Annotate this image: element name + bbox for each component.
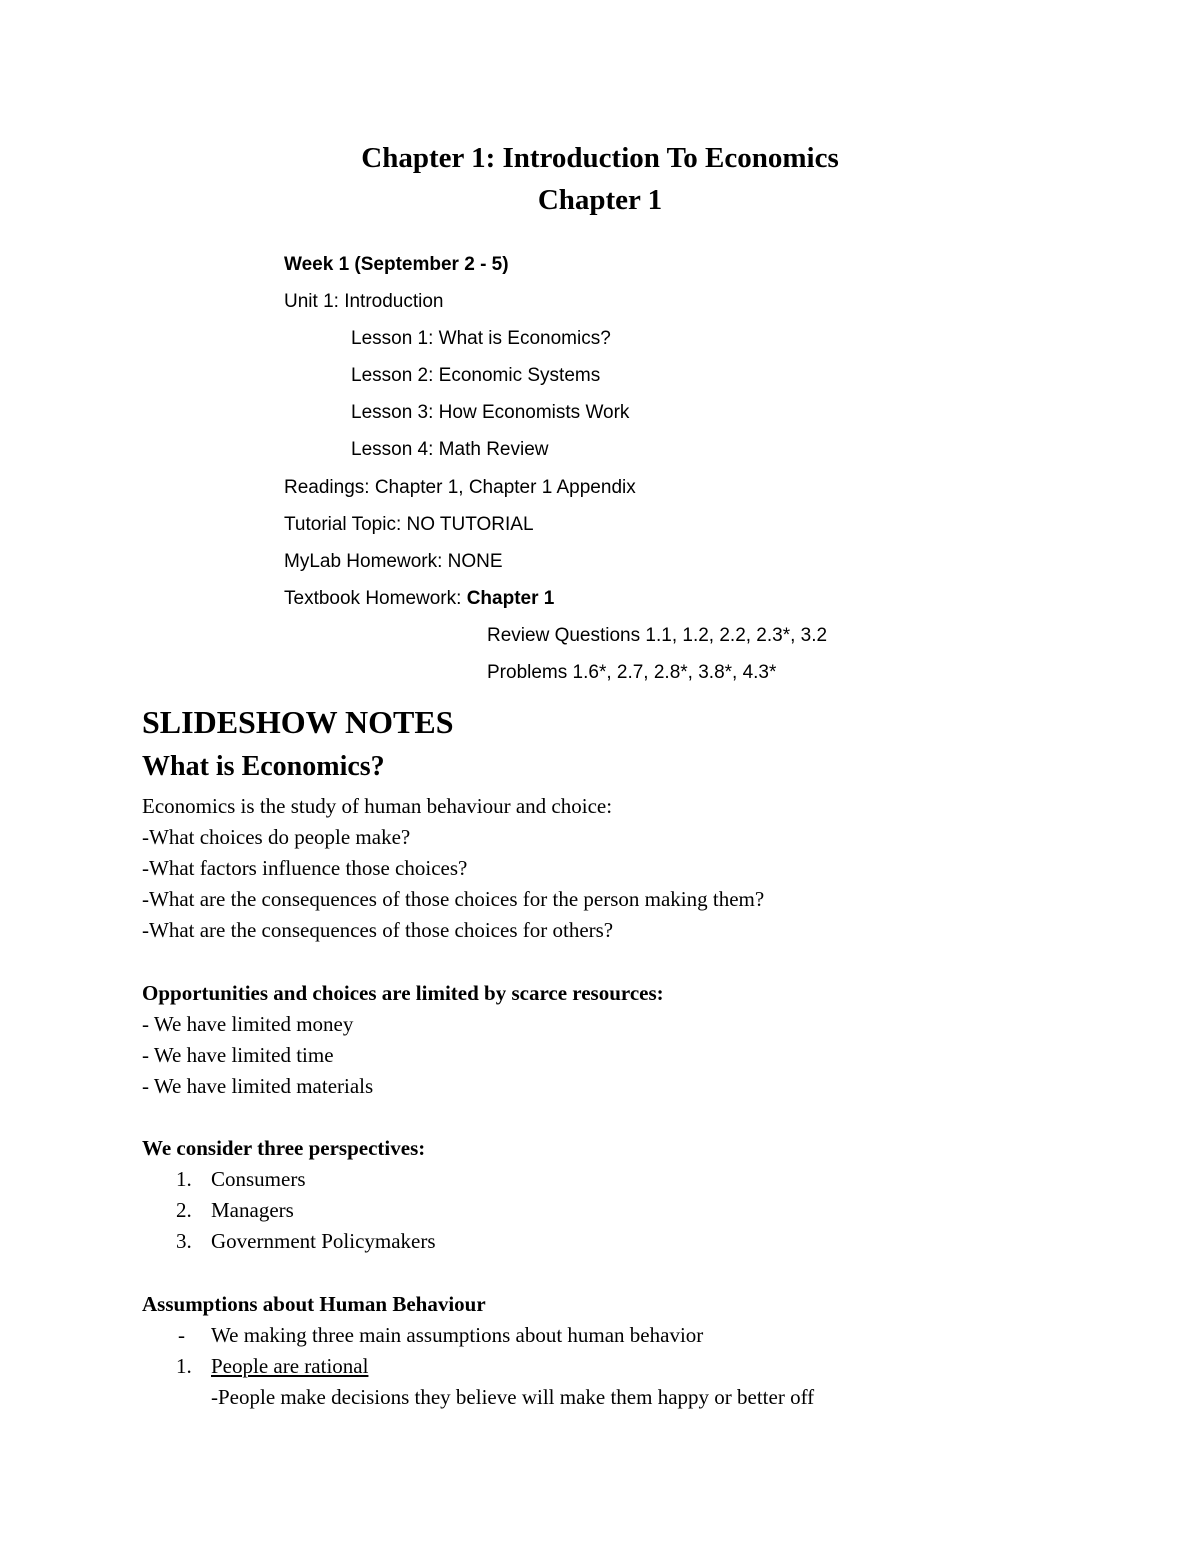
perspective-3: Government Policymakers (211, 1229, 436, 1253)
assumption-dash: - (178, 1323, 185, 1347)
perspective-1-number: 1. (176, 1167, 192, 1191)
scarce-item-2: - We have limited time (142, 1043, 334, 1067)
assumption-1-number: 1. (176, 1354, 192, 1378)
question-2: -What factors influence those choices? (142, 856, 468, 880)
slideshow-notes-heading: SLIDESHOW NOTES (142, 704, 454, 740)
textbook-line (284, 588, 554, 610)
unit-line: Unit 1: Introduction (284, 291, 444, 312)
lesson-4: Lesson 4: Math Review (351, 439, 549, 460)
question-4: -What are the consequences of those choices for others? (142, 918, 614, 942)
chapter-subtitle: Chapter 1 (537, 184, 663, 216)
scarce-item-3: - We have limited materials (142, 1074, 374, 1098)
tutorial-line: Tutorial Topic: NO TUTORIAL (284, 514, 534, 535)
perspective-1: Consumers (211, 1167, 306, 1191)
week-heading: Week 1 (September 2 - 5) (284, 254, 509, 275)
question-3: -What are the consequences of those choices for the person making them? (142, 887, 765, 911)
chapter-title: Chapter 1: Introduction To Economics (361, 142, 839, 174)
lesson-3: Lesson 3: How Economists Work (351, 402, 630, 423)
mylab-line: MyLab Homework: NONE (284, 551, 503, 572)
readings-line: Readings: Chapter 1, Chapter 1 Appendix (284, 477, 636, 498)
perspectives-heading: We consider three perspectives: (142, 1136, 426, 1160)
intro-line: Economics is the study of human behaviour and choice: (142, 794, 613, 818)
textbook-chapter: Chapter 1 (466, 588, 555, 609)
perspective-2: Managers (211, 1198, 294, 1222)
textbook-label: Textbook Homework: (284, 588, 467, 609)
lesson-2: Lesson 2: Economic Systems (351, 365, 601, 386)
question-1: -What choices do people make? (142, 825, 411, 849)
assumption-1-detail: -People make decisions they believe will make them happy or better off (211, 1385, 815, 1409)
section-title: What is Economics? (142, 751, 385, 782)
assumption-intro: We making three main assumptions about human behavior (211, 1323, 704, 1347)
lesson-1: Lesson 1: What is Economics? (351, 328, 611, 349)
perspective-3-number: 3. (176, 1229, 192, 1253)
perspective-2-number: 2. (176, 1198, 192, 1222)
assumptions-heading: Assumptions about Human Behaviour (142, 1292, 486, 1316)
scarce-resources-heading: Opportunities and choices are limited by scarce resources: (142, 981, 664, 1005)
problems-line: Problems 1.6*, 2.7, 2.8*, 3.8*, 4.3* (487, 662, 777, 683)
assumption-1-title: People are rational (211, 1354, 369, 1378)
review-questions-line: Review Questions 1.1, 1.2, 2.2, 2.3*, 3.2 (487, 625, 828, 646)
scarce-item-1: - We have limited money (142, 1012, 354, 1036)
